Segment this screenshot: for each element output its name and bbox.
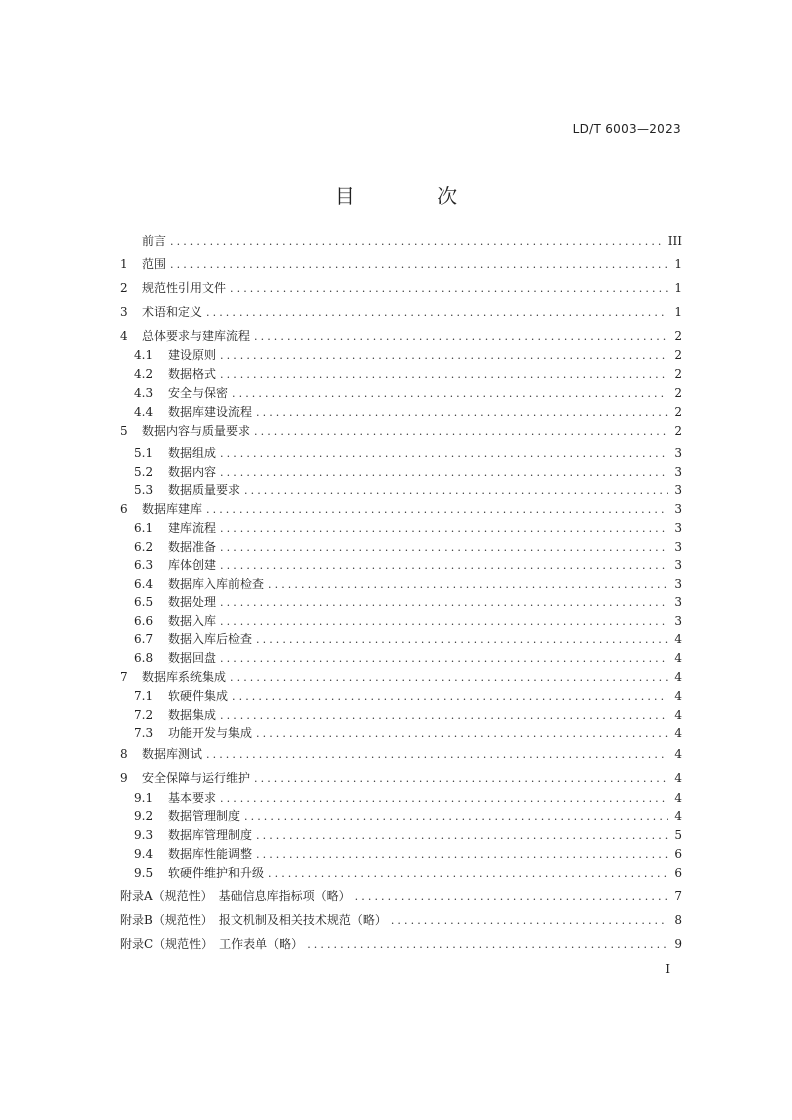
dot-leader [256, 827, 668, 845]
toc-entry-number: 6.1 [134, 521, 154, 535]
toc-entry-number: 6.6 [134, 614, 154, 628]
toc-entry-label: 数据库入库前检查 [168, 577, 265, 591]
toc-entry-label: 数据入库 [168, 614, 217, 628]
toc-entry-number: 9.1 [134, 791, 154, 805]
dot-leader [268, 576, 668, 594]
toc-entry[interactable] [120, 279, 682, 297]
toc-entry[interactable] [134, 864, 682, 882]
toc-entry-number: 3 [120, 305, 128, 319]
toc-entry[interactable] [134, 538, 682, 556]
toc-entry[interactable] [134, 481, 682, 499]
toc-entry-page: 4 [674, 689, 682, 703]
toc-entry-label: 数据库系统集成 [142, 670, 227, 684]
toc-entry-number: 2 [120, 281, 128, 295]
dot-leader [268, 865, 668, 883]
toc-entry-page: 1 [674, 305, 682, 319]
toc-entry-page: 3 [674, 614, 682, 628]
toc-entry[interactable] [134, 444, 682, 462]
toc-entry[interactable] [120, 500, 682, 518]
toc-entry-number: 6.3 [134, 558, 154, 572]
dot-leader [206, 501, 668, 519]
dot-leader [355, 888, 668, 906]
toc-entry-number: 6.7 [134, 632, 154, 646]
dot-leader [220, 650, 668, 668]
toc-entry[interactable] [134, 403, 682, 421]
toc-entry-label: 数据管理制度 [168, 809, 241, 823]
dot-leader [254, 328, 668, 346]
dot-leader [391, 912, 668, 930]
toc-entry-page: 2 [674, 348, 682, 362]
toc-entry-label: 数据集成 [168, 708, 217, 722]
toc-entry-label: 附录B（规范性） 报文机制及相关技术规范（略） [120, 913, 387, 927]
toc-entry-page: 3 [674, 521, 682, 535]
toc-entry-number: 6.8 [134, 651, 154, 665]
toc-entry-page: 2 [674, 386, 682, 400]
document-code: LD/T 6003—2023 [572, 122, 681, 136]
toc-entry[interactable] [120, 935, 682, 953]
dot-leader [256, 631, 668, 649]
toc-entry-label: 软硬件集成 [168, 689, 229, 703]
dot-leader [307, 936, 668, 954]
toc-entry-page: 5 [674, 828, 682, 842]
toc-entry-page: 3 [674, 577, 682, 591]
toc-entry[interactable] [134, 687, 682, 705]
toc-entry-label: 术语和定义 [142, 305, 203, 319]
toc-entry-number: 9.3 [134, 828, 154, 842]
toc-entry-label: 数据质量要求 [168, 483, 241, 497]
dot-leader [230, 280, 668, 298]
toc-entry-number: 7.2 [134, 708, 154, 722]
toc-entry[interactable] [120, 911, 682, 929]
toc-entry-number: 6.2 [134, 540, 154, 554]
toc-entry-page: 2 [674, 329, 682, 343]
toc-entry[interactable] [134, 463, 682, 481]
toc-entry-page: 4 [674, 747, 682, 761]
dot-leader [254, 423, 668, 441]
toc-entry-number: 5.3 [134, 483, 154, 497]
toc-entry[interactable] [120, 303, 682, 321]
toc-entry[interactable] [134, 807, 682, 825]
toc-entry-page: 2 [674, 405, 682, 419]
toc-entry-page: III [667, 234, 682, 248]
dot-leader [244, 482, 668, 500]
toc-entry-label: 数据入库后检查 [168, 632, 253, 646]
dot-leader [256, 404, 668, 422]
dot-leader [220, 539, 668, 557]
toc-entry-label: 附录A（规范性） 基础信息库指标项（略） [120, 889, 351, 903]
toc-entry-label: 前言 [142, 234, 167, 248]
dot-leader [220, 520, 668, 538]
toc-entry[interactable] [134, 845, 682, 863]
toc-entry[interactable] [120, 887, 682, 905]
toc-entry-page: 3 [674, 595, 682, 609]
dot-leader [232, 688, 668, 706]
toc-entry-page: 4 [674, 809, 682, 823]
toc-entry-page: 3 [674, 540, 682, 554]
toc-entry-number: 4.3 [134, 386, 154, 400]
footer-page-number: I [665, 962, 670, 976]
toc-entry-label: 功能开发与集成 [168, 726, 253, 740]
toc-entry-page: 6 [674, 847, 682, 861]
toc-entry-number: 9.4 [134, 847, 154, 861]
toc-entry-label: 数据内容与质量要求 [142, 424, 251, 438]
toc-entry-label: 总体要求与建库流程 [142, 329, 251, 343]
toc-entry-page: 3 [674, 446, 682, 460]
toc-entry-label: 数据库建设流程 [168, 405, 253, 419]
dot-leader [220, 594, 668, 612]
dot-leader [220, 557, 668, 575]
toc-entry-page: 4 [674, 632, 682, 646]
dot-leader [256, 846, 668, 864]
toc-entry-label: 安全与保密 [168, 386, 229, 400]
toc-entry[interactable] [134, 593, 682, 611]
toc-entry-number: 9.5 [134, 866, 154, 880]
toc-entry-page: 4 [674, 726, 682, 740]
toc-entry-number: 6.4 [134, 577, 154, 591]
toc-entry[interactable] [120, 745, 682, 763]
toc-entry-label: 数据库建库 [142, 502, 203, 516]
dot-leader [220, 464, 668, 482]
toc-entry[interactable] [120, 769, 682, 787]
toc-entry-number: 5 [120, 424, 128, 438]
toc-entry-label: 数据处理 [168, 595, 217, 609]
dot-leader [232, 385, 668, 403]
toc-entry-label: 数据组成 [168, 446, 217, 460]
toc-entry[interactable] [134, 575, 682, 593]
toc-entry-number: 6 [120, 502, 128, 516]
toc-entry-number: 9 [120, 771, 128, 785]
toc-entry-number: 4.2 [134, 367, 154, 381]
toc-entry[interactable] [134, 706, 682, 724]
toc-entry-page: 3 [674, 502, 682, 516]
toc-entry-label: 数据准备 [168, 540, 217, 554]
dot-leader [220, 613, 668, 631]
toc-entry-number: 4.1 [134, 348, 154, 362]
toc-entry-number: 1 [120, 257, 128, 271]
toc-entry[interactable] [134, 826, 682, 844]
toc-entry[interactable] [120, 327, 682, 345]
toc-entry-number: 8 [120, 747, 128, 761]
dot-leader [220, 790, 668, 808]
toc-entry[interactable] [134, 365, 682, 383]
toc-entry-label: 范围 [142, 257, 167, 271]
toc-entry-label: 建库流程 [168, 521, 217, 535]
toc-entry-page: 3 [674, 483, 682, 497]
toc-entry-label: 安全保障与运行维护 [142, 771, 251, 785]
toc-entry-number: 7.1 [134, 689, 154, 703]
toc-entry[interactable] [134, 630, 682, 648]
toc-entry-page: 4 [674, 670, 682, 684]
dot-leader [220, 445, 668, 463]
dot-leader [170, 256, 668, 274]
toc-entry[interactable] [134, 556, 682, 574]
toc-entry[interactable] [134, 384, 682, 402]
toc-entry-label: 附录C（规范性） 工作表单（略） [120, 937, 304, 951]
toc-entry[interactable] [134, 612, 682, 630]
dot-leader [220, 366, 668, 384]
toc-entry-label: 基本要求 [168, 791, 217, 805]
toc-entry[interactable] [134, 649, 682, 667]
toc-entry-label: 建设原则 [168, 348, 217, 362]
toc-entry-label: 数据库测试 [142, 747, 203, 761]
toc-entry-page: 9 [674, 937, 682, 951]
toc-entry-page: 2 [674, 424, 682, 438]
toc-entry-number: 4.4 [134, 405, 154, 419]
toc-entry-number: 6.5 [134, 595, 154, 609]
toc-entry-label: 数据库性能调整 [168, 847, 253, 861]
toc-entry-number: 4 [120, 329, 128, 343]
toc-entry-page: 4 [674, 708, 682, 722]
toc-entry-number: 5.2 [134, 465, 154, 479]
toc-entry-label: 数据内容 [168, 465, 217, 479]
dot-leader [220, 707, 668, 725]
toc-entry[interactable] [134, 724, 682, 742]
toc-entry-page: 4 [674, 771, 682, 785]
dot-leader [254, 770, 668, 788]
dot-leader [170, 233, 664, 251]
toc-entry-label: 软硬件维护和升级 [168, 866, 265, 880]
toc-entry[interactable] [134, 789, 682, 807]
toc-entry-label: 规范性引用文件 [142, 281, 227, 295]
dot-leader [230, 669, 668, 687]
toc-entry[interactable] [134, 346, 682, 364]
dot-leader [256, 725, 668, 743]
toc-entry-page: 4 [674, 651, 682, 665]
toc-entry-page: 7 [674, 889, 682, 903]
toc-entry-number: 9.2 [134, 809, 154, 823]
toc-entry-page: 3 [674, 558, 682, 572]
toc-entry-page: 1 [674, 257, 682, 271]
toc-entry[interactable] [120, 255, 682, 273]
dot-leader [220, 347, 668, 365]
toc-entry[interactable] [134, 519, 682, 537]
toc-entry-label: 数据库管理制度 [168, 828, 253, 842]
dot-leader [206, 304, 668, 322]
toc-entry-page: 8 [674, 913, 682, 927]
toc-entry[interactable] [120, 232, 682, 250]
toc-entry-number: 7 [120, 670, 128, 684]
toc-entry-page: 3 [674, 465, 682, 479]
toc-entry-page: 6 [674, 866, 682, 880]
toc-entry[interactable] [120, 422, 682, 440]
toc-entry-label: 库体创建 [168, 558, 217, 572]
toc-entry-label: 数据格式 [168, 367, 217, 381]
toc-entry-number: 5.1 [134, 446, 154, 460]
page-title: 目 次 [334, 184, 496, 208]
toc-entry-number: 7.3 [134, 726, 154, 740]
dot-leader [244, 808, 668, 826]
toc-entry-page: 2 [674, 367, 682, 381]
toc-entry-label: 数据回盘 [168, 651, 217, 665]
toc-entry-page: 1 [674, 281, 682, 295]
toc-entry[interactable] [120, 668, 682, 686]
toc-entry-page: 4 [674, 791, 682, 805]
dot-leader [206, 746, 668, 764]
